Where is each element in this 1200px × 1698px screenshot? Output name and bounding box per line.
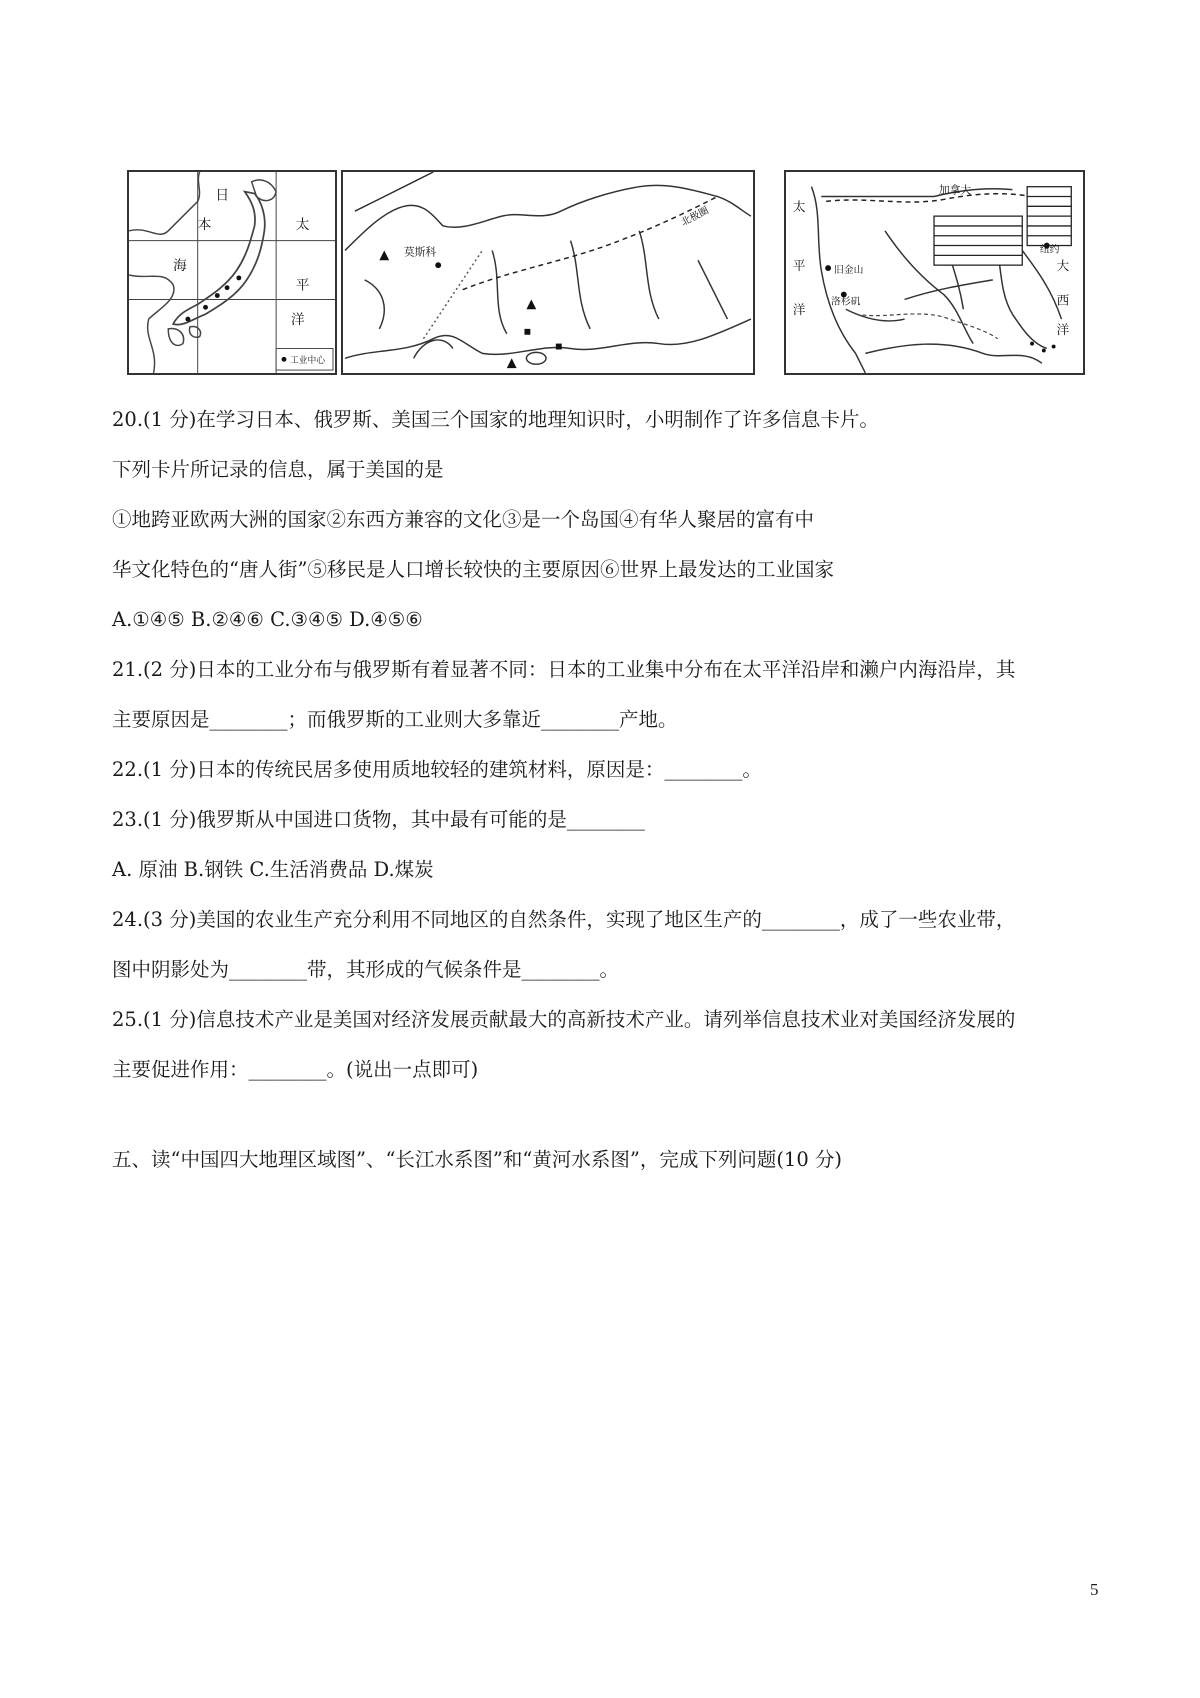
q20-line2: 下列卡片所记录的信息，属于美国的是 (112, 458, 444, 481)
japan-label-ben: 本 (197, 216, 212, 233)
russia-map (341, 170, 755, 375)
page-number: 5 (1090, 1580, 1099, 1599)
japan-label-hai: 海 (173, 258, 187, 275)
usa-label-canada: 加拿大 (938, 183, 972, 197)
q20-line4: 华文化特色的“唐人街”⑤移民是人口增长较快的主要原因⑥世界上最发达的工业国家 (112, 558, 834, 581)
q21-line2: 主要原因是________；而俄罗斯的工业则大多靠近________产地。 (112, 708, 678, 731)
q24-line2: 图中阴影处为________带，其形成的气候条件是________。 (112, 958, 620, 981)
usa-label-pacific-2: 平 (792, 259, 806, 275)
q22: 22.(1 分)日本的传统民居多使用质地较轻的建筑材料，原因是：________。 (112, 758, 762, 781)
russia-map-graphic (343, 172, 753, 373)
usa-label-newyork: 纽约 (1039, 244, 1060, 256)
japan-legend-text: 工业中心 (289, 356, 326, 367)
japan-label-yang: 洋 (290, 311, 305, 328)
q23: 23.(1 分)俄罗斯从中国进口货物，其中最有可能的是________ (112, 808, 645, 831)
q24-line1: 24.(3 分)美国的农业生产充分利用不同地区的自然条件，实现了地区生产的________，成了一些农业带， (112, 908, 1016, 931)
q20-options: A.①④⑤ B.②④⑥ C.③④⑤ D.④⑤⑥ (112, 608, 423, 631)
section5-heading: 五、读“中国四大地理区域图”、“长江水系图”和“黄河水系图”，完成下列问题(10 分) (112, 1148, 843, 1171)
q21-line1: 21.(2 分)日本的工业分布与俄罗斯有着显著不同：日本的工业集中分布在太平洋沿岸和濑户内海沿岸，其 (112, 658, 1016, 681)
maps-row (0, 170, 1200, 378)
q20-line1: 20.(1 分)在学习日本、俄罗斯、美国三个国家的地理知识时，小明制作了许多信息卡片。 (112, 408, 879, 431)
q23-options: A. 原油 B.钢铁 C.生活消费品 D.煤炭 (112, 858, 434, 881)
russia-label-moscow: 莫斯科 (403, 245, 437, 259)
q25-line1: 25.(1 分)信息技术产业是美国对经济发展贡献最大的高新技术产业。请列举信息技术业对美国经济发展的 (112, 1008, 1016, 1031)
japan-label-tai: 太 (295, 216, 310, 233)
japan-label-ri: 日 (215, 187, 230, 204)
usa-label-pacific-3: 洋 (792, 303, 806, 319)
usa-label-atlantic-2: 西 (1056, 293, 1070, 309)
usa-label-atlantic-1: 大 (1056, 259, 1070, 275)
usa-label-los-angeles: 洛杉矶 (831, 296, 861, 308)
usa-label-atlantic-3: 洋 (1056, 322, 1070, 338)
japan-label-ping: 平 (295, 277, 310, 294)
usa-label-san-francisco: 旧金山 (834, 264, 864, 276)
usa-map (784, 170, 1085, 375)
usa-label-pacific-1: 太 (792, 200, 806, 216)
japan-map (127, 170, 337, 375)
russia-label-arctic-circle: 北极圈 (679, 205, 711, 229)
usa-map-graphic (786, 172, 1083, 373)
japan-map-graphic (129, 172, 335, 373)
q20-line3: ①地跨亚欧两大洲的国家②东西方兼容的文化③是一个岛国④有华人聚居的富有中 (112, 508, 815, 531)
q25-line2: 主要促进作用：________。(说出一点即可) (112, 1058, 479, 1081)
